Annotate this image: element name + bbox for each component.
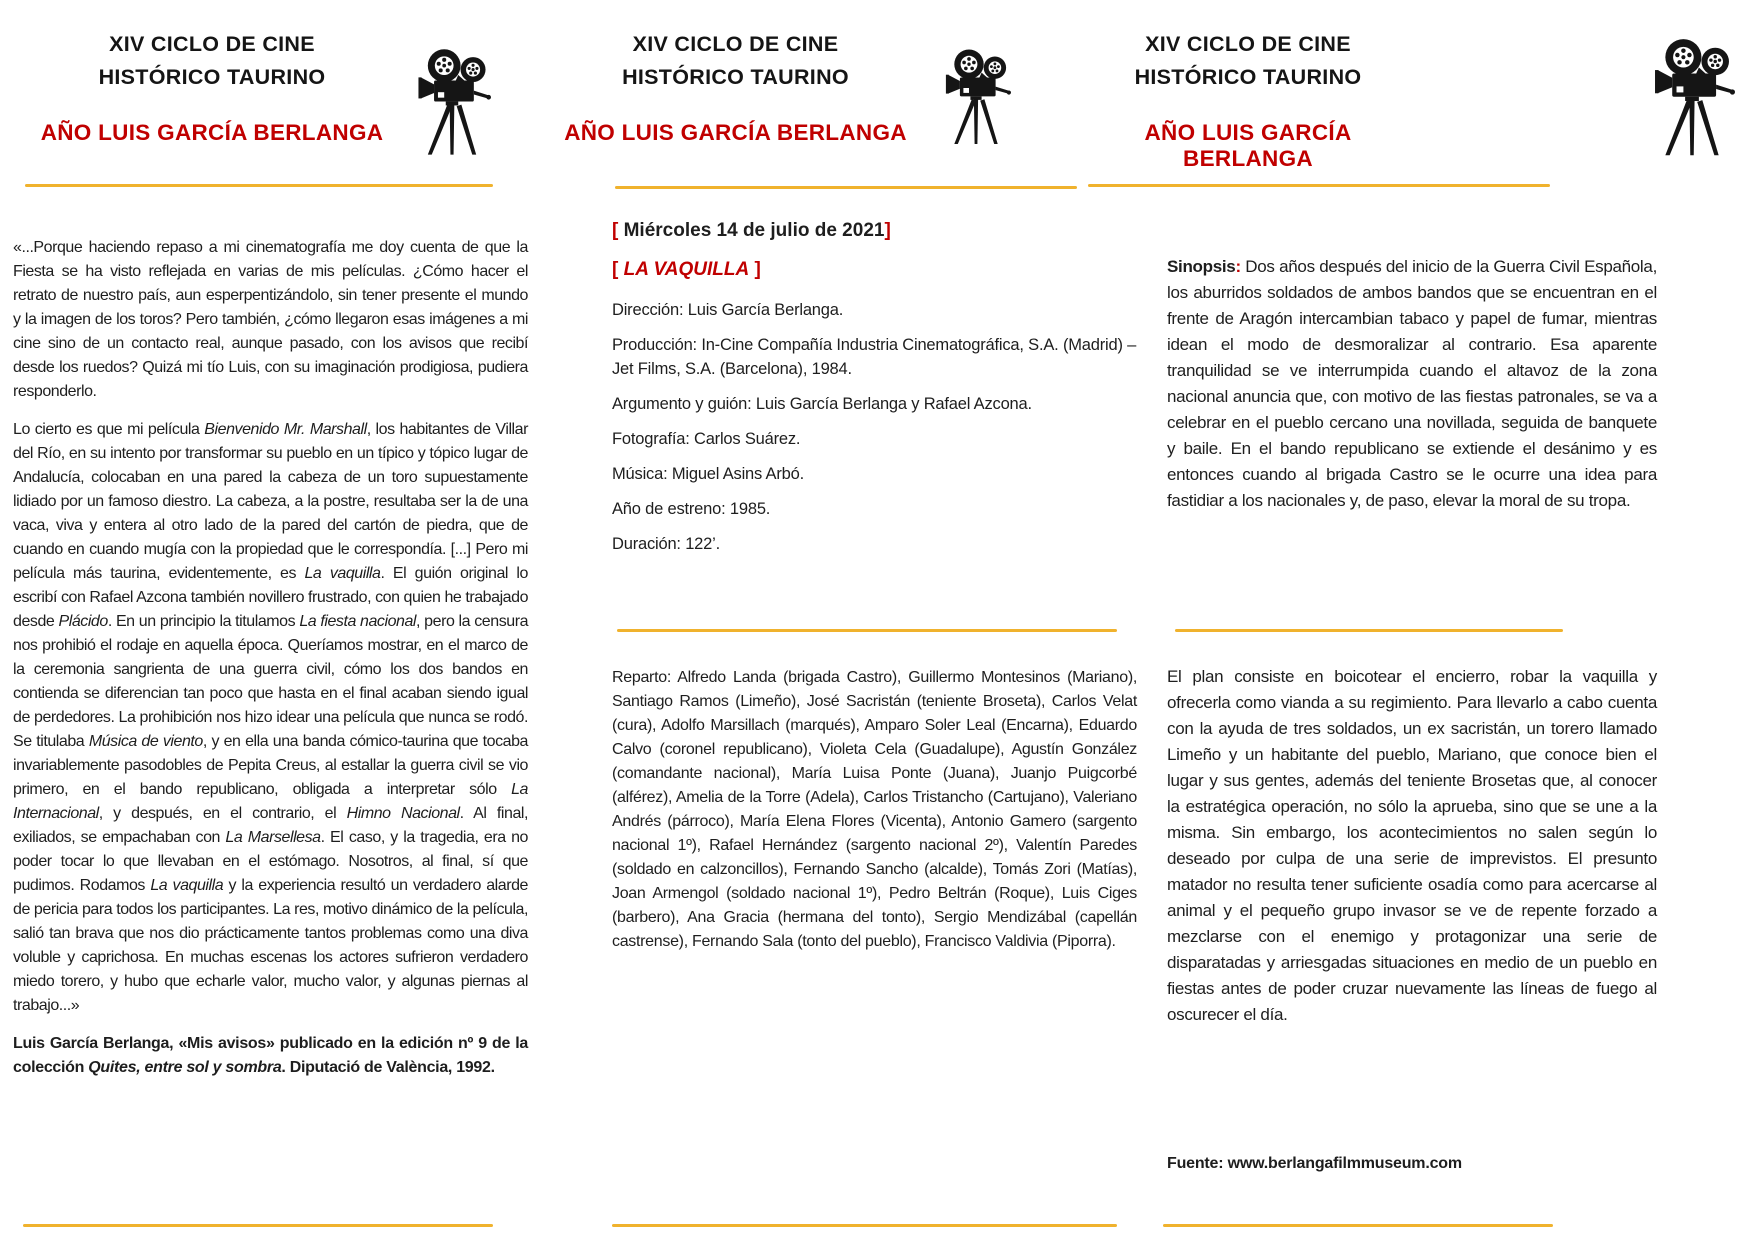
year-subtitle: AÑO LUIS GARCÍA BERLANGA [564, 120, 907, 145]
right-column-header [1078, 28, 1418, 172]
film-camera-icon [1649, 16, 1735, 174]
credit-duracion: Duración: 122’. [612, 535, 720, 553]
source-line: Fuente: www.berlangafilmmuseum.com [1167, 1155, 1462, 1172]
cycle-title-line2: HISTÓRICO TAURINO [98, 65, 326, 89]
quote-attribution: Luis García Berlanga, «Mis avisos» publicado en la edición nº 9 de la colección Quites, entre sol y sombra. Diputació de València, 1992. [13, 1035, 528, 1076]
cycle-title [1078, 28, 1418, 94]
credit-musica: Música: Miguel Asins Arbó. [612, 465, 804, 483]
gold-divider [1088, 184, 1550, 187]
film-camera-icon [413, 28, 491, 172]
gold-divider [1175, 629, 1563, 632]
left-column-header [12, 28, 412, 146]
film-title: [ LA VAQUILLA ] [612, 259, 761, 280]
cycle-title-line1: XIV CICLO DE CINE [632, 32, 839, 56]
gold-divider [25, 184, 493, 187]
films-memoir-paragraph: Lo cierto es que mi película Bienvenido Mr. Marshall, los habitantes de Villar del Río, en su intento por transformar su pueblo en un típico y tópico lugar de Andalucía, colocaban en una pared la cabeza de un toro supuestamente lidiado por un famoso diestro. La cabeza, a la postre, resultaba ser la de una vaca, viva y entera al otro lado de la pared del cartón de piedra, que de cuando en cuando mugía con la propiedad que le correspondía. [...] Pero mi película más taurina, evidentemente, es La vaquilla. El guión original lo escribí con Rafael Azcona también novillero frustrado, con quien he trabajado desde Plácido. En un principio la titulamos La fiesta nacional, pero la censura nos prohibió el rodaje en aquella época. Queríamos mostrar, en el marco de la ceremonia sangrienta de una guerra civil, cómo los dos bandos en contienda se diferencian tan poco que hasta en el final acaban siendo igual de perdedores. La prohibición nos hizo idear una película que nunca se rodó. Se titulaba Música de viento, y en ella una banda cómico-taurina que tocaba invariablemente pasodobles de Pepita Creus, al estallar la guerra civil se vio primero, en el bando republicano, obligada a interpretar sólo La Internacional, y después, en el contrario, el Himno Nacional. Al final, exiliados, se empachaban con La Marsellesa. El caso, y la tragedia, era no poder tocar lo que llevaban en el estómago. Nosotros, al final, sí que pudimos. Rodamos La vaquilla y la experiencia resultó un verdadero alarde de pericia para todos los participantes. La res, motivo dinámico de la película, salió tan brava que nos dio prácticamente tantos problemas como una diva voluble y caprichosa. En muchas escenas los actores sufrieron verdadero miedo torero, y hubo que echarle valor, mucho valor, y algunas piernas al trabajo...» [13, 421, 529, 1014]
cycle-title [12, 28, 412, 94]
quote-paragraph: «...Porque haciendo repaso a mi cinematografía me doy cuenta de que la Fiesta se ha visto reflejada en varias de mis películas. ¿Cómo hacer el retrato de nuestro país, aun esperpentizándolo, sin tener presente el mundo y la imagen de los toros? Pero también, ¿cómo llegaron esas imágenes a mi cine sino de un contacto real, aunque pasado, con los avisos que recibí desde los ruedos? Quizá mi tío Luis, con su imaginación prodigiosa, pudiera responderlo. [13, 239, 528, 400]
credit-direccion: Dirección: Luis García Berlanga. [612, 301, 844, 319]
cycle-title-line1: XIV CICLO DE CINE [109, 32, 315, 56]
credit-fotografia: Fotografía: Carlos Suárez. [612, 430, 801, 448]
credit-argumento: Argumento y guión: Luis García Berlanga y Rafael Azcona. [612, 395, 1032, 413]
year-subtitle: AÑO LUIS GARCÍA BERLANGA [40, 120, 384, 145]
cycle-title-line2: HISTÓRICO TAURINO [622, 65, 849, 89]
gold-divider [612, 1224, 1117, 1227]
year-subtitle: AÑO LUIS GARCÍA BERLANGA [1144, 120, 1352, 171]
cycle-title [553, 28, 918, 94]
cycle-title-line1: XIV CICLO DE CINE [1145, 32, 1351, 56]
credit-estreno: Año de estreno: 1985. [612, 500, 771, 518]
cast-paragraph: Reparto: Alfredo Landa (brigada Castro), Guillermo Montesinos (Mariano), Santiago Ramos (Limeño), José Sacristán (teniente Broseta), Carlos Velat (cura), Adolfo Marsillach (marqués), Amparo Soler Leal (Encarna), Eduardo Calvo (coronel republicano), Violeta Cela (Guadalupe), Agustín González (comandante nacional), María Luisa Ponte (Juana), Juanjo Puigcorbé (alférez), Amelia de la Torre (Adela), Carlos Tristancho (Cartujano), Valeriano Andrés (párroco), María Elena Flores (Vicenta), Antonio Gamero (sargento nacional 1º), Rafael Hernández (sargento nacional 2º), Valentín Paredes (soldado en calzoncillos), Fernando Sancho (alcalde), Tomás Zori (Matías), Joan Armengol (soldado nacional 1º), Pedro Beltrán (Roque), Luis Ciges (barbero), Ana Gracia (hermana del tonto), Sergio Mendizábal (capellán castrense), Fernando Sala (tonto del pueblo), Francisco Valdivia (Piporra). [612, 669, 1137, 950]
gold-divider [615, 186, 1077, 189]
middle-column-header [553, 28, 918, 146]
sinopsis-paragraph: Sinopsis: Dos años después del inicio de la Guerra Civil Española, los aburridos soldados de ambos bandos que se encuentran en el frente de Aragón intercambian tabaco y papel de fumar, mientras idean el modo de desmoralizar al contrario. Esa aparente tranquilidad se ve interrumpida cuando el altavoz de la zona nacional anuncia que, con motivo de las fiestas patronales, se va a celebrar en el pueblo cercano una novillada, seguida de banquete y baile. En el bando republicano se extiende el desánimo y es entonces cuando al brigada Castro se le ocurre una idea para fastidiar a los nacionales y, de paso, elevar la moral de su tropa. [1167, 257, 1657, 510]
berlanga-quote-column [13, 236, 528, 1094]
credit-produccion: Producción: In-Cine Compañía Industria Cinematográfica, S.A. (Madrid) – Jet Films, S.A. (Barcelona), 1984. [612, 336, 1137, 378]
gold-divider [23, 1224, 493, 1227]
session-date: [ Miércoles 14 de julio de 2021] [612, 220, 891, 241]
gold-divider [617, 629, 1117, 632]
gold-divider [1163, 1224, 1553, 1227]
plot-paragraph: El plan consiste en boicotear el encierro, robar la vaquilla y ofrecerla como vianda a su regimiento. Para llevarlo a cabo cuenta con la ayuda de tres soldados, un ex sacristán, un torero llamado Limeño y un habitante del pueblo, Mariano, que conoce bien el lugar y sus gentes, además del teniente Brosetas que, al conocer la estratégica operación, no sólo la aprueba, sino que se une a la misma. Sin embargo, los acontecimientos no salen según lo deseado por culpa de una serie de imprevistos. El presunto matador no resulta tener suficiente osadía como para acercarse al animal y el pequeño grupo invasor se ve de repente forzado a mezclarse con el enemigo y protagonizar una serie de disparatadas y arriesgadas situaciones en medio de un pueblo en fiestas antes de poder cruzar nuevamente las líneas de fuego al oscurecer el día. [1167, 667, 1657, 1024]
film-sheet [612, 218, 1137, 567]
film-camera-icon [941, 30, 1011, 160]
cycle-title-line2: HISTÓRICO TAURINO [1134, 65, 1362, 89]
